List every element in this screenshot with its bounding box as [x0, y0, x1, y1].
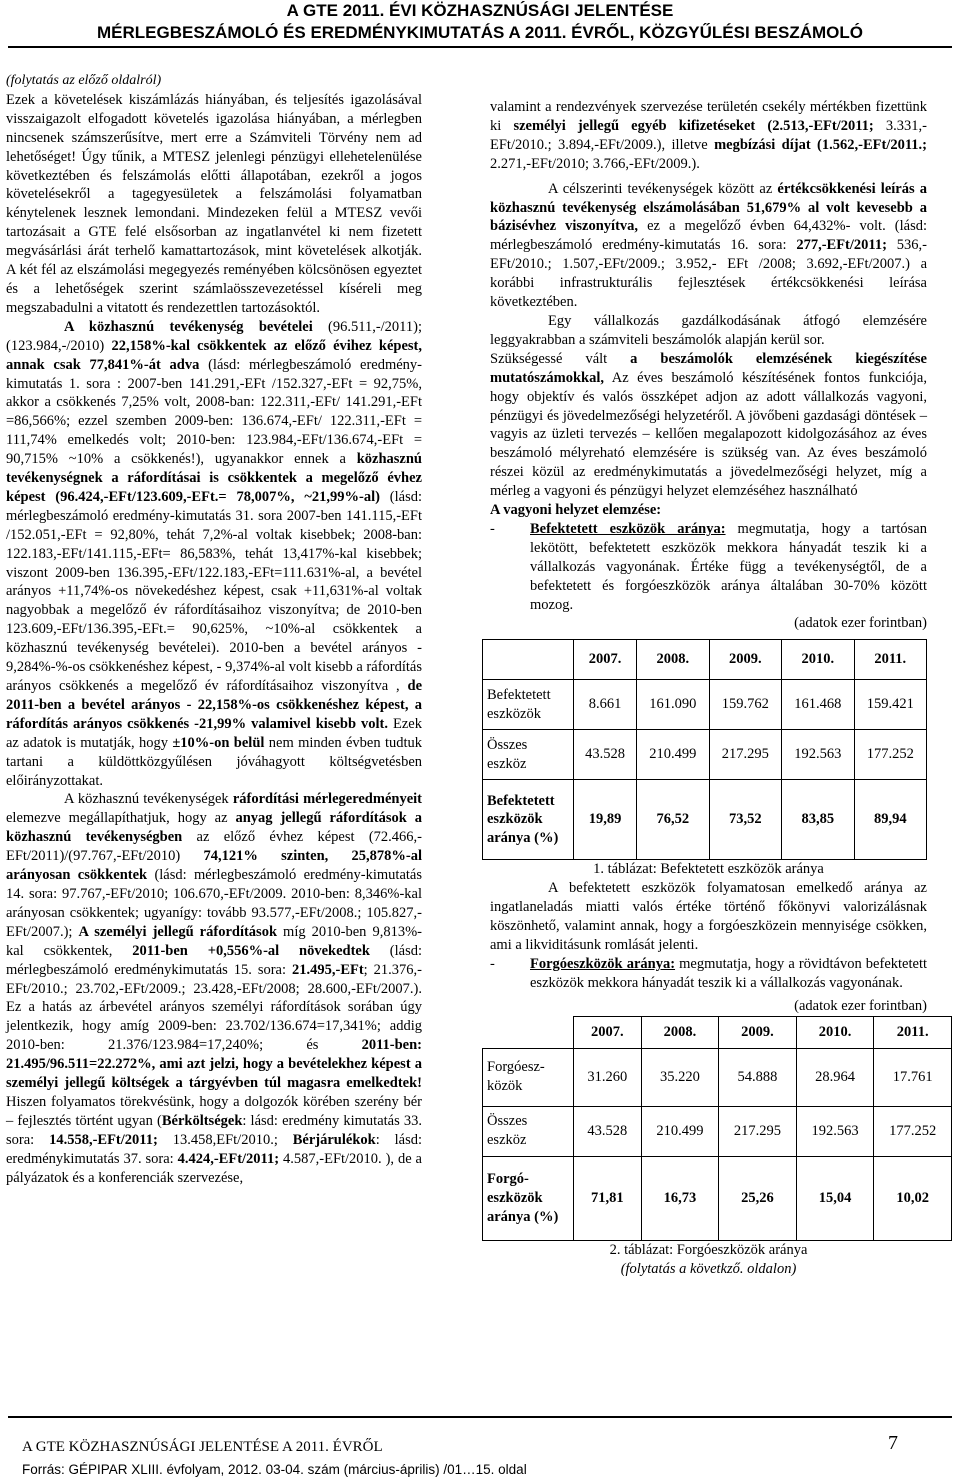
table-cell: 15,04 [796, 1156, 874, 1240]
header-line-2: MÉRLEGBESZÁMOLÓ ÉS EREDMÉNYKIMUTATÁS A 2011. ÉVRŐL, KÖZGYŰLÉSI BESZÁMOLÓ [96, 23, 863, 42]
table-row [483, 780, 927, 860]
table-row [483, 1106, 952, 1156]
table-cell: 177.252 [874, 1106, 952, 1156]
table-cell: 159.421 [854, 680, 926, 730]
table2-corner [483, 1016, 574, 1048]
table-cell: 89,94 [854, 780, 926, 860]
table-cell: 73,52 [709, 780, 781, 860]
table-cell: 25,26 [719, 1156, 797, 1240]
table-cell: 71,81 [574, 1156, 642, 1240]
paragraph-depreciation: A célszerinti tevékenységek között az értékcsökkenési leírás a közhasznú tevékenység elszámolásában 51,679% al volt kevesebb a bázisévhez viszonyítva, ez a megelőző évben 64,432%- volt. (lásd: mérlegbeszámoló eredmény-kimutatás 16. sora: 277,-EFt/2011; 536,-EFt/2010.; 1.507,-EFt/2009.; 3.952,- EFt /2008; 3.692,-EFt/2007.) a korábbi infrastrukturális fejlesztések értékcsökkenési leírása következtében. [490, 180, 927, 311]
paragraph-fixed-assets-trend: A befektetett eszközök folyamatosan emelkedő aránya az ingatlaneladás miatti valós értéke történő főkönyvi valorizálásnak köszönhető, valamint annak, hogy a forgóeszközein mennyisége csökken, ami a likviditásunk romlását jelenti. [490, 880, 927, 953]
table1-year: 2011. [854, 640, 926, 680]
table-cell: 83,85 [782, 780, 854, 860]
left-column [6, 72, 422, 1187]
table1-year: 2009. [709, 640, 781, 680]
footer-title: A GTE KÖZHASZNÚSÁGI JELENTÉSE A 2011. ÉVRŐL [22, 1439, 383, 1455]
table-cell: 19,89 [574, 780, 637, 860]
paragraph-indicators: Szükségessé vált a beszámolók elemzésének kiegészítése mutatószámokkal, Az éves beszámoló készítésének fontos funkciója, hogy objektív és valós összképet adjon az adott vállalkozás vagyoni, pénzügyi és jövedelmezőségi helyzetéről. A jövőbeni gazdasági döntések – vagyis az üzleti tervezés – kellően megalapozott kidolgozásához az éves beszámoló mélyreható elemzésére is szükség van. Az éves beszámoló részei közül az eredménykimutatás a jövedelmezőségi helyzet, míg a mérleg a vagyoni és pénzügyi helyzet elemzéséhez használható [490, 350, 927, 500]
footer-source: Forrás: GÉPIPAR XLIII. évfolyam, 2012. 03-04. szám (március-április) /01…15. oldal [22, 1462, 527, 1477]
table2-header-row [483, 1016, 952, 1048]
table-cell: 177.252 [854, 730, 926, 780]
table2-year: 2009. [719, 1016, 797, 1048]
table-cell: 10,02 [874, 1156, 952, 1240]
table2-year: 2011. [874, 1016, 952, 1048]
row-label: Befektetett eszközök aránya (%) [483, 780, 574, 860]
table-cell: 217.295 [719, 1106, 797, 1156]
table1-header-row [483, 640, 927, 680]
paragraph-payments: valamint a rendezvények szervezése területén csekély mértékben fizettünk ki személyi jellegű egyéb kifizetéseket (2.513,-EFt/2011; 3.331,-EFt/2010.; 3.894,-EFt/2009.), illetve megbízási díjat (1.562,-EFt/2011.; 2.271,-EFt/2010; 3.766,-EFt/2009.). [490, 99, 927, 172]
table-cell: 43.528 [574, 730, 637, 780]
table-cell: 210.499 [641, 1106, 719, 1156]
paragraph-expenses: A közhasznú tevékenységek ráfordítási mérlegeredményeit elemezve megállapíthatjuk, hogy az anyag jellegű ráfordítások a közhasznú tevékenységben az előző évhez képest (72.466,-EFt/2011)/(97.767,-EFt/2010) 74,121% szinten, 25,878%-al arányosan csökkentek (lásd: mérlegbeszámoló eredmény-kimutatás 14. sora: 97.767,-EFt/2010; 106.670,-EFt/2009. 2010-ben: 8,346%-kal arányosan csökkentek; ugyanígy: tovább 93.577,-EFt/2008.; 105.827,-EFt/2007.); A személyi jellegű ráfordítások míg 2010-ben 9,813%-kal csökkentek, 2011-ben +0,556%-al növekedtek (lásd: mérlegbeszámoló eredménykimutatás 15. sora: 21.495,-EFt; 21.376,-EFt/2010.; 23.702,-EFt/2009.; 23.428,-EFt/2008; 28.600,-EFt/2007.). Ez a hatás az árbevétel arányos személyi ráfordítások sorában úgy jelentkezik, hogy amíg 2009-ben: 23.702/136.674=17,341%; addig 2010-ben: 21.376/123.984=17,240%; és 2011-ben: 21.495/96.511=22.272%, ami azt jelzi, hogy a bevételekhez képest a személyi jellegű költségek a tárgyévben túl magasra emelkedtek! Hiszen folyamatos törekvésünk, hogy a dolgozók körében szerény bér – fejlesztés történt ugyan (Bérköltségek: lásd: eredmény kimutatás 33. sora: 14.558,-EFt/2011; 13.458,EFt/2010.; Bérjárulékok: lásd: eredménykimutatás 37. sora: 4.424,-EFt/2011; 4.587,-EFt/2010. ), de a pályázatok és a konferenciák szervezése, [6, 791, 423, 1186]
table-cell: 161.090 [637, 680, 709, 730]
continued-note: (folytatás az előző oldalról) [6, 73, 162, 88]
table-cell: 43.528 [574, 1106, 642, 1156]
table-row [483, 1048, 952, 1106]
table-cell: 35.220 [641, 1048, 719, 1106]
table-cell: 210.499 [637, 730, 709, 780]
table1-caption: 1. táblázat: Befektetett eszközök aránya [593, 861, 824, 878]
page-number: 7 [888, 1432, 898, 1454]
table1-year: 2008. [637, 640, 709, 680]
bullet-fixed-assets: - Befektetett eszközök aránya: megmutatja, hogy a tartósan lekötött, befektetett eszközök mekkora hányadát teszik ki a vállalkozás vagyonának. Értéke függ a tevékenységtől, de a befektetett és forgóeszközök aránya általában 30-70% között mozog. [490, 520, 927, 613]
table2-caption: 2. táblázat: Forgóeszközök aránya [609, 1241, 808, 1258]
bullet-current-assets: - Forgóeszközök aránya: megmutatja, hogy a rövidtávon befektetett eszközök mekkora hányadát teszik ki a vállalkozás vagyonának. [490, 955, 927, 991]
table1-unit: (adatok ezer forintban) [794, 615, 927, 632]
table1-year: 2007. [574, 640, 637, 680]
table-cell: 28.964 [796, 1048, 874, 1106]
table1-year: 2010. [782, 640, 854, 680]
table-cell: 17.761 [874, 1048, 952, 1106]
header-line-1: A GTE 2011. ÉVI KÖZHASZNÚSÁGI JELENTÉSE [286, 1, 674, 20]
row-label: Forgó-eszközök aránya (%) [483, 1156, 574, 1240]
table-row [483, 730, 927, 780]
table-cell: 76,52 [637, 780, 709, 860]
table-cell: 217.295 [709, 730, 781, 780]
table-cell: 54.888 [719, 1048, 797, 1106]
table-cell: 16,73 [641, 1156, 719, 1240]
row-label: Összes eszköz [483, 1106, 574, 1156]
table-cell: 8.661 [574, 680, 637, 730]
row-label: Befektetett eszközök [483, 680, 574, 730]
table-current-assets [482, 1016, 952, 1241]
paragraph-analysis-intro: Egy vállalkozás gazdálkodásának átfogó elemzésére leggyakrabban a számviteli beszámolók alapján kerül sor. [490, 312, 927, 348]
paragraph-revenue: A közhasznú tevékenység bevételei (96.511,-/2011); (123.984,-/2010) 22,158%-kal csökkentek az előző évihez képest, annak csak 77,841%-át adva (lásd: mérlegbeszámoló eredmény-kimutatás 1. sora : 2007-ben 141.291,-EFt /152.327,-EFt = 92,75%, akkor a csökkenés 7,25% volt, 2008-ban: 122.311,-EFt/ 141.291,-EFt =86,566%; ezzel szemben 2009-ben: 136.674,-EFt/ 122.311,-EFt = 111,74% emelkedés volt; 2010-ben: 123.984,-EFt/136.674,-EFt = 90,715% ~10% a csökkenés!), ugyanakkor ennek a közhasznú tevékenységnek a ráfordításai is csökkentek a megelőző évhez képest (96.424,-EFt/123.609,-EFt.= 78,007%, ~21,99%-al) (lásd: mérlegbeszámoló eredmény-kimutatás 31. sora 2007-ben 141.115,-EFt /152.051,-EFt = 92,80%, tehát 7,2%-al voltak kisebbek; 2008-ban: 122.183,-EFt/141.115,-EFt= 86,583%, tehát 13,417%-kal kisebbek; viszont 2009-ben 136.395,-EFt/122.183,-EFt=111.631%-al, a bevétel arányos +11,74%-os növekedéshez képest, csak +11,631%-al voltak nagyobbak a megelőző év ráfordításaihoz viszonyítva; de 2010-ben 123.609,-EFt/136.395,-EFt.= 90,625%, ~10%-al csökkentek a közhasznú tevékenység bevételei). 2010-ben a bevétel arányos - 9,284%-%-os csökkenéshez képest, - 9,374%-al volt kisebb a ráfordítás arányos csökkenés a megelőző év ráfordításaihoz viszonyítva , de 2011-ben a bevétel arányos - 22,158%-os csökkenéshez képest, a ráfordítás arányos csökkenés -21,99% valamivel kisebb volt. Ezek az adatok is mutatják, hogy ±10%-on belül nem minden évben tudtuk tartani a küldöttközgyűlésen jóváhagyott költségvetésben előirányzottakat. [6, 318, 423, 789]
row-label: Forgóesz-közök [483, 1048, 574, 1106]
table1-corner [483, 640, 574, 680]
page-header [0, 0, 960, 46]
paragraph-claims: Ezek a követelések kiszámlázás hiányában, és teljesítés igazolásával visszaigazolt elfogadott követelés igazolása hiányában, a mérlegben nincsenek számszerűsítve, mert erre a Számviteli Törvény nem ad lehetőséget! Úgy tűnik, a MTESZ jelenlegi pénzügyi ellehetelenülése következtében és felszámolás előtti állapotában, ezekről a jogos követelésekről a tagegyesületek a felszámolási folyamatban kénytelenek lesznek lemondani. Mindezeken felül a MTESZ vevői tartozásait a GTE felé elsősorban az ingatlanvétel ki nem fizetett megvásárlási árát terhelő kamattartozások, mint követelések alkotják. A két fél az elszámolási megegyezés reményében kölcsönösen egyeztet és a lehetőségek szerint számlaösszevezetéssel kíséreli meg megszabadulni a vitatott és rendezettlen tartozásoktól. [6, 91, 422, 316]
table-cell: 192.563 [796, 1106, 874, 1156]
table2-year: 2007. [574, 1016, 642, 1048]
table2-unit: (adatok ezer forintban) [794, 997, 927, 1014]
header-rule [8, 46, 952, 48]
table-cell: 161.468 [782, 680, 854, 730]
right-column [487, 98, 937, 1278]
section-heading: A vagyoni helyzet elemzése: [490, 502, 662, 519]
table2-year: 2008. [641, 1016, 719, 1048]
table-cell: 31.260 [574, 1048, 642, 1106]
footer-rule [8, 1416, 952, 1418]
continue-note: (folytatás a követkző. oldalon) [620, 1260, 797, 1277]
table-fixed-assets [482, 639, 927, 860]
table-cell: 192.563 [782, 730, 854, 780]
table2-year: 2010. [796, 1016, 874, 1048]
row-label: Összes eszköz [483, 730, 574, 780]
table-row [483, 1156, 952, 1240]
table-cell: 159.762 [709, 680, 781, 730]
table-row [483, 680, 927, 730]
